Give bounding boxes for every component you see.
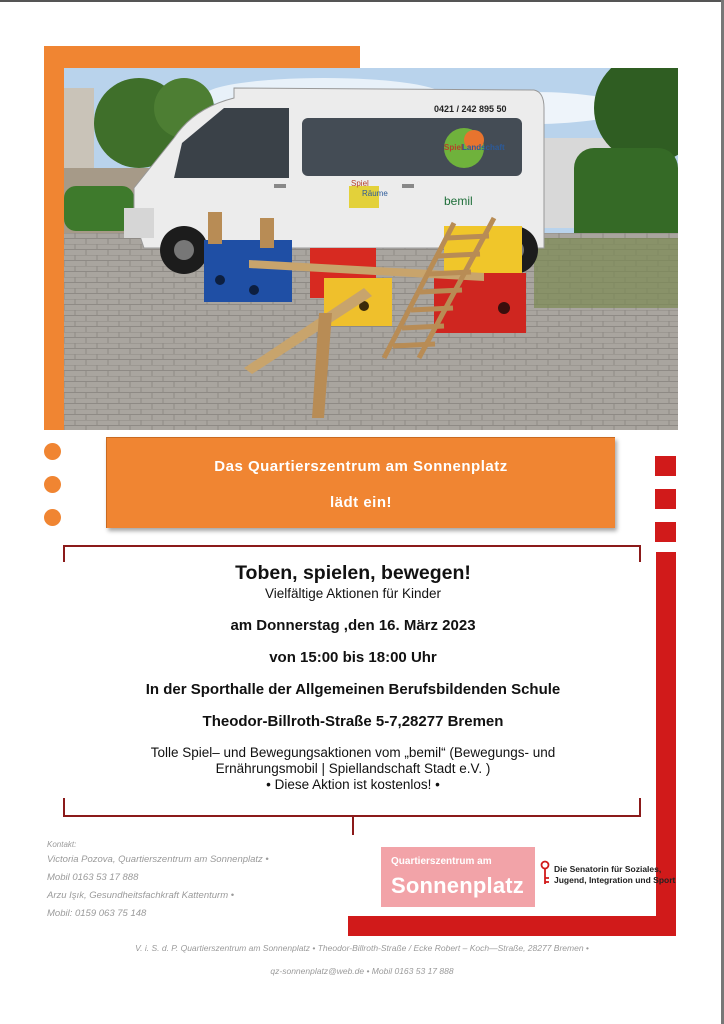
bracket-top-left-tick <box>63 545 65 562</box>
footer-line-1: V. i. S. d. P. Quartierszentrum am Sonnenplatz • Theodor-Billroth-Straße / Ecke Robert – Koch—Straße, 28277 Bremen • <box>135 943 589 953</box>
invitation-banner <box>106 437 615 528</box>
senat-line-1: Die Senatorin für Soziales, <box>554 864 662 874</box>
footer-line-2: qz-sonnenplatz@web.de • Mobil 0163 53 17 888 <box>270 966 454 976</box>
svg-text:Spiel: Spiel <box>351 179 369 188</box>
orange-dot <box>44 443 61 460</box>
contact-line-1: Victoria Pozova, Quartierszentrum am Sonnenplatz • <box>47 854 269 865</box>
event-details <box>70 560 636 793</box>
contact-block <box>47 840 269 926</box>
subtitle: Vielfältige Aktionen für Kinder <box>264 586 442 602</box>
red-frame-bottom <box>348 916 676 936</box>
senatorin-logo <box>540 860 676 891</box>
bracket-top-right-tick <box>639 545 641 562</box>
van-phone: 0421 / 242 895 50 <box>434 104 507 114</box>
svg-text:Landschaft: Landschaft <box>462 143 505 152</box>
contact-label: Kontakt: <box>47 840 77 849</box>
headline: Toben, spielen, bewegen! <box>235 562 471 584</box>
event-photo <box>64 68 678 430</box>
bemil-logo: bemil <box>444 194 473 208</box>
logo-qz-line-2: Sonnenplatz <box>391 873 524 898</box>
red-square <box>655 489 676 509</box>
contact-line-3: Arzu Işık, Gesundheitsfachkraft Kattenturm • <box>47 890 235 901</box>
contact-line-2: Mobil 0163 53 17 888 <box>47 872 139 883</box>
svg-text:Spiel: Spiel <box>444 143 464 152</box>
bracket-bottom-center-tick <box>352 815 354 835</box>
logo-qz-line-1: Quartierszentrum am <box>391 856 492 867</box>
description-line-2: Ernährungsmobil | Spiellandschaft Stadt e.V. ) <box>215 760 491 776</box>
quartierszentrum-logo <box>381 847 535 907</box>
event-address: Theodor-Billroth-Straße 5-7,28277 Bremen <box>202 712 504 730</box>
orange-dot <box>44 509 61 526</box>
red-square <box>655 456 676 476</box>
free-notice: • Diese Aktion ist kostenlos! • <box>266 776 440 792</box>
orange-frame-top <box>44 46 360 68</box>
red-square <box>655 522 676 542</box>
description-line-1: Tolle Spiel– und Bewegungsaktionen vom „bemil“ (Bewegungs- und <box>150 744 556 760</box>
svg-text:Räume: Räume <box>362 189 388 198</box>
bracket-top <box>63 545 641 547</box>
event-time: von 15:00 bis 18:00 Uhr <box>269 648 437 666</box>
orange-frame-left <box>44 46 64 430</box>
bremen-key-icon <box>540 860 552 886</box>
event-venue: In der Sporthalle der Allgemeinen Berufsbildenden Schule <box>145 680 561 698</box>
bracket-bottom-right-tick <box>639 798 641 816</box>
event-date: am Donnerstag ,den 16. März 2023 <box>230 616 476 634</box>
contact-line-4: Mobil: 0159 063 75 148 <box>47 908 147 919</box>
banner-line-1: Das Quartierszentrum am Sonnenplatz <box>214 458 508 475</box>
top-border-line <box>0 0 724 2</box>
photo-illustration <box>64 68 678 430</box>
bracket-bottom-left-tick <box>63 798 65 816</box>
senat-line-2: Jugend, Integration und Sport <box>554 875 676 886</box>
orange-dot <box>44 476 61 493</box>
banner-line-2: lädt ein! <box>329 494 392 511</box>
